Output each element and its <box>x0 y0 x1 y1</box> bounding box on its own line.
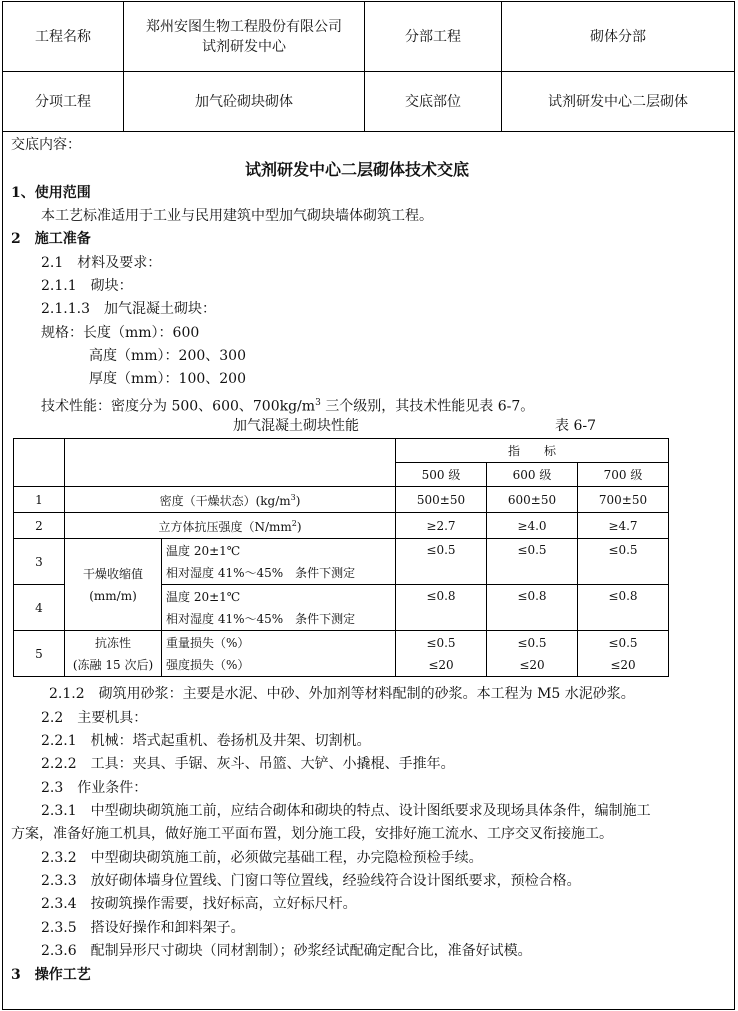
row-1-value: 500±50 <box>396 487 487 513</box>
section-2-3-2: 2.3.2 中型砌块砌筑施工前，必须做完基础工程，办完隐检预检手续。 <box>41 850 483 866</box>
row-5-value: ≤0.5 ≤20 <box>487 631 578 677</box>
document-page <box>2 1 735 1010</box>
spec-height: 高度（mm）：200、300 <box>89 348 246 364</box>
row-2-no: 2 <box>14 513 65 539</box>
section-1-text: 本工艺标准适用于工业与民用建筑中型加气砌块墙体砌筑工程。 <box>41 208 433 224</box>
division-value: 砌体分部 <box>502 2 735 72</box>
row-1-no: 1 <box>14 487 65 513</box>
document-title: 试剂研发中心二层砌体技术交底 <box>245 160 470 179</box>
spec-thickness: 厚度（mm）：100、200 <box>89 371 246 387</box>
project-name-value: 郑州安图生物工程股份有限公司 试剂研发中心 <box>124 2 365 72</box>
row-3-value: ≤0.5 <box>487 539 578 585</box>
section-2-heading: 2 施工准备 <box>11 231 91 247</box>
row-3-value: ≤0.5 <box>578 539 669 585</box>
section-2-3-1-cont: 方案，准备好施工机具，做好施工平面布置，划分施工段，安排好施工流水、工序交叉衔接施工。 <box>11 826 613 842</box>
spec-length: 规格：长度（mm）：600 <box>41 325 200 341</box>
subitem-label: 分项工程 <box>3 72 124 132</box>
table-caption: 加气混凝土砌块性能 <box>233 418 359 434</box>
section-3-heading: 3 操作工艺 <box>11 967 91 983</box>
row-1-item: 密度（干燥状态）$(kg/m^3)$ <box>65 487 396 513</box>
row-3-condition: 温度 20±1℃ 相对湿度 41%～45% 条件下测定 <box>162 539 396 585</box>
row-2-item: 立方体抗压强度$(N/mm^2)$ <box>65 513 396 539</box>
subitem-value: 加气砼砌块砌体 <box>124 72 365 132</box>
row-1-value: 600±50 <box>487 487 578 513</box>
section-2-1-2: 2.1.2 砌筑用砂浆：主要是水泥、中砂、外加剂等材料配制的砂浆。本工程为 M5 水泥砂浆。 <box>49 686 635 702</box>
tech-performance: 技术性能：密度分为 500、600、$700kg/m^3$ 三个级别，其技术性能见表 6-7。 <box>41 398 535 415</box>
section-2-3-6: 2.3.6 配制异形尺寸砌块（同材割制）；砂浆经试配确定配合比，准备好试模。 <box>41 943 532 959</box>
row-4-value: ≤0.8 <box>487 585 578 631</box>
row-5-value: ≤0.5 ≤20 <box>396 631 487 677</box>
performance-table <box>13 438 669 677</box>
section-2-3-3: 2.3.3 放好砌体墙身位置线、门窗口等位置线，经验线符合设计图纸要求，预检合格。 <box>41 873 581 889</box>
frost-label: 抗冻性 (冻融 15 次后) <box>65 631 162 677</box>
row-4-value: ≤0.8 <box>578 585 669 631</box>
section-2-1-1-3: 2.1.1.3 加气混凝土砌块： <box>41 301 216 317</box>
grade-500: 500 级 <box>396 463 487 487</box>
shrink-label: 干燥收缩值 (mm/m) <box>65 539 162 631</box>
intro-label: 交底内容： <box>11 137 81 153</box>
row-5-value: ≤0.5 ≤20 <box>578 631 669 677</box>
location-label: 交底部位 <box>365 72 502 132</box>
grade-700: 700 级 <box>578 463 669 487</box>
row-4-value: ≤0.8 <box>396 585 487 631</box>
row-3-no: 3 <box>14 539 65 585</box>
section-2-3-1: 2.3.1 中型砌块砌筑施工前，应结合砌体和砌块的特点、设计图纸要求及现场具体条件，编制施工 <box>41 803 651 819</box>
row-4-no: 4 <box>14 585 65 631</box>
location-value: 试剂研发中心二层砌体 <box>502 72 735 132</box>
row-5-no: 5 <box>14 631 65 677</box>
index-header: 指 标 <box>396 439 669 463</box>
row-5-subitems: 重量损失（%） 强度损失（%） <box>162 631 396 677</box>
row-4-condition: 温度 20±1℃ 相对湿度 41%～45% 条件下测定 <box>162 585 396 631</box>
division-label: 分部工程 <box>365 2 502 72</box>
row-2-value: ≥4.0 <box>487 513 578 539</box>
section-1-heading: 1、使用范围 <box>11 185 91 201</box>
section-2-3-5: 2.3.5 搭设好操作和卸料架子。 <box>41 920 245 936</box>
section-2-3: 2.3 作业条件： <box>41 780 148 796</box>
row-1-value: 700±50 <box>578 487 669 513</box>
table-number: 表 6-7 <box>555 418 596 434</box>
section-2-2: 2.2 主要机具： <box>41 710 148 726</box>
grade-600: 600 级 <box>487 463 578 487</box>
header-table <box>3 2 734 132</box>
section-2-2-1: 2.2.1 机械：塔式起重机、卷扬机及井架、切割机。 <box>41 733 371 749</box>
row-2-value: ≥2.7 <box>396 513 487 539</box>
section-2-1: 2.1 材料及要求： <box>41 255 162 271</box>
section-2-3-4: 2.3.4 按砌筑操作需要，找好标高，立好标尺杆。 <box>41 896 357 912</box>
section-2-2-2: 2.2.2 工具：夹具、手锯、灰斗、吊篮、大铲、小撬棍、手推年。 <box>41 756 455 772</box>
section-2-1-1: 2.1.1 砌块： <box>41 278 133 294</box>
row-3-value: ≤0.5 <box>396 539 487 585</box>
row-2-value: ≥4.7 <box>578 513 669 539</box>
project-name-label: 工程名称 <box>3 2 124 72</box>
